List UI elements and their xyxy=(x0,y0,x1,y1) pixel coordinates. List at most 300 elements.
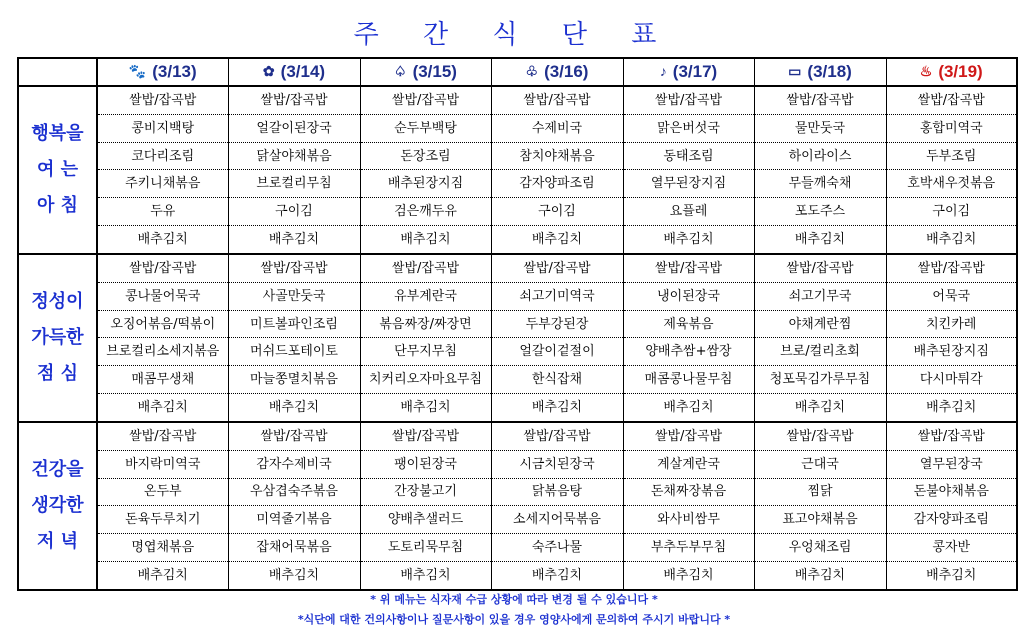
dish-name: 야채계란찜 xyxy=(788,316,852,332)
menu-row xyxy=(18,198,1017,226)
dish-name: 주키니채볶음 xyxy=(125,176,201,192)
dish-name: 도토리묵무침 xyxy=(387,540,464,556)
dish-name: 쌀밥/잡곡밥 xyxy=(260,260,328,276)
dish-cell xyxy=(491,310,623,338)
dish-cell xyxy=(754,338,886,366)
notice-contact: *식단에 대한 건의사항이나 질문사항이 있을 경우 영양사에게 문의하여 주시기 바랍니다 * xyxy=(297,613,731,626)
meal-label xyxy=(18,254,97,422)
dish-name: 명엽채볶음 xyxy=(131,540,195,556)
menu-row xyxy=(18,394,1017,422)
menu-row xyxy=(18,310,1017,338)
dish-name: 미역줄기볶음 xyxy=(256,512,332,528)
dish-name: 배추김치 xyxy=(400,567,451,583)
dish-name: 우삼겹숙주볶음 xyxy=(250,484,338,500)
dish-name: 매콤무생채 xyxy=(131,372,195,388)
menu-row xyxy=(18,254,1017,282)
dish-name: 배추김치 xyxy=(400,399,451,415)
meal-label-line: 정성이 xyxy=(31,290,84,312)
menu-row xyxy=(18,226,1017,254)
dish-cell xyxy=(886,338,1017,366)
dish-cell xyxy=(360,282,491,310)
menu-row xyxy=(18,534,1017,562)
dish-name: 배추김치 xyxy=(794,567,846,583)
dish-cell xyxy=(886,366,1017,394)
dish-cell xyxy=(228,282,360,310)
dish-cell xyxy=(754,198,886,226)
note-icon: ♪ xyxy=(659,63,667,79)
dish-name: 머쉬드포테이토 xyxy=(250,344,338,360)
dish-cell xyxy=(754,254,886,282)
dish-name: 쌀밥/잡곡밥 xyxy=(129,92,197,108)
day-header xyxy=(491,58,623,86)
dish-cell xyxy=(97,226,228,254)
dish-name: 브로컬리소세지볶음 xyxy=(106,344,220,360)
dish-name: 얼갈이된장국 xyxy=(256,120,332,136)
meal-label-line: 여 는 xyxy=(36,158,79,180)
dish-cell xyxy=(97,170,228,198)
dish-cell xyxy=(360,450,491,478)
dish-cell xyxy=(228,170,360,198)
dish-name: 냉이된장국 xyxy=(657,288,720,304)
dish-cell xyxy=(360,226,491,254)
menu-row xyxy=(18,142,1017,170)
dish-cell xyxy=(228,86,360,114)
day-label: (3/18) xyxy=(807,62,852,81)
dish-cell xyxy=(228,198,360,226)
dish-cell xyxy=(360,394,491,422)
dish-name: 쌀밥/잡곡밥 xyxy=(917,92,985,108)
day-label: (3/19) xyxy=(938,62,983,81)
dish-cell xyxy=(886,450,1017,478)
day-label: (3/16) xyxy=(544,62,589,81)
dish-cell xyxy=(491,114,623,142)
dish-name: 돈육두루치기 xyxy=(125,512,201,528)
dish-name: 쌀밥/잡곡밥 xyxy=(917,260,985,276)
dish-name: 콩자반 xyxy=(932,540,971,556)
dish-cell xyxy=(623,310,754,338)
dish-cell xyxy=(754,478,886,506)
dish-name: 배추김치 xyxy=(400,232,451,247)
dish-cell xyxy=(360,478,491,506)
dish-cell xyxy=(228,561,360,590)
dish-name: 매콤콩나물무침 xyxy=(644,372,733,388)
card-icon: ▭ xyxy=(788,63,802,79)
day-label: (3/14) xyxy=(280,62,326,81)
dish-cell xyxy=(97,114,228,142)
dish-cell xyxy=(623,282,754,310)
dish-cell xyxy=(623,142,754,170)
dish-name: 찜닭 xyxy=(807,484,833,500)
dish-name: 와사비쌈무 xyxy=(657,512,720,528)
dish-name: 다시마튀각 xyxy=(919,372,983,388)
dish-name: 배추김치 xyxy=(926,232,977,247)
meal-label-line: 생각한 xyxy=(31,494,84,516)
dish-name: 배추김치 xyxy=(663,232,714,247)
dish-cell xyxy=(886,422,1017,450)
dish-cell xyxy=(228,422,360,450)
dish-cell xyxy=(97,142,228,170)
dish-name: 감자수제비국 xyxy=(256,456,332,472)
dish-cell xyxy=(886,226,1017,254)
dish-name: 쌀밥/잡곡밥 xyxy=(523,92,591,108)
dish-name: 쌀밥/잡곡밥 xyxy=(786,260,854,276)
dish-cell xyxy=(491,422,623,450)
dish-name: 쌀밥/잡곡밥 xyxy=(260,428,328,444)
dish-name: 시금치된장국 xyxy=(519,456,595,472)
dish-cell xyxy=(360,254,491,282)
dish-cell xyxy=(97,534,228,562)
dish-name: 구이김 xyxy=(932,204,971,220)
dish-cell xyxy=(97,254,228,282)
dish-name: 팽이된장국 xyxy=(394,456,457,472)
dish-cell xyxy=(623,561,754,590)
dish-cell xyxy=(754,450,886,478)
dish-name: 쌀밥/잡곡밥 xyxy=(654,260,723,276)
dish-name: 배추김치 xyxy=(663,399,714,415)
dish-cell xyxy=(623,478,754,506)
meal-label-line: 건강을 xyxy=(31,458,84,480)
meal-label-line: 가득한 xyxy=(31,326,84,348)
dish-name: 쌀밥/잡곡밥 xyxy=(523,260,591,276)
dish-cell xyxy=(623,394,754,422)
dish-cell xyxy=(623,422,754,450)
dish-cell xyxy=(97,366,228,394)
dish-cell xyxy=(228,142,360,170)
dish-cell xyxy=(623,86,754,114)
dish-cell xyxy=(491,450,623,478)
menu-row xyxy=(18,506,1017,534)
dish-name: 수제비국 xyxy=(531,120,583,136)
notice-change: * 위 메뉴는 식자재 수급 상황에 따라 변경 될 수 있습니다 * xyxy=(370,593,658,606)
dish-name: 쇠고기미역국 xyxy=(519,288,595,304)
dish-name: 배추된장지짐 xyxy=(387,176,464,192)
day-header xyxy=(228,58,360,86)
dish-name: 열무된장지짐 xyxy=(650,176,727,192)
menu-row xyxy=(18,366,1017,394)
dish-name: 오징어볶음/떡볶이 xyxy=(110,316,216,332)
dish-cell xyxy=(886,198,1017,226)
dish-name: 쌀밥/잡곡밥 xyxy=(129,428,197,444)
dish-cell xyxy=(623,338,754,366)
dish-name: 쌀밥/잡곡밥 xyxy=(523,428,591,444)
dish-name: 요플레 xyxy=(669,204,708,220)
dish-name: 배추김치 xyxy=(926,399,977,415)
dish-name: 하이라이스 xyxy=(788,148,852,164)
dish-cell xyxy=(97,506,228,534)
day-header xyxy=(360,58,491,86)
dish-cell xyxy=(491,86,623,114)
dish-name: 닭볶음탕 xyxy=(531,484,583,500)
dish-name: 마늘쫑멸치볶음 xyxy=(250,372,338,388)
paw-icon: 🐾 xyxy=(128,63,147,79)
dish-name: 배추된장지짐 xyxy=(913,344,989,360)
menu-row xyxy=(18,282,1017,310)
dish-cell xyxy=(228,310,360,338)
dish-cell xyxy=(754,142,886,170)
dish-name: 배추김치 xyxy=(531,232,583,247)
dish-cell xyxy=(886,282,1017,310)
spade-icon: ♤ xyxy=(394,63,407,79)
dish-cell xyxy=(228,394,360,422)
dish-name: 배추김치 xyxy=(926,567,977,583)
dish-cell xyxy=(360,338,491,366)
dish-cell xyxy=(623,114,754,142)
dish-name: 배추김치 xyxy=(268,567,320,583)
dish-name: 감자양파조림 xyxy=(519,176,595,192)
dish-cell xyxy=(491,561,623,590)
day-header-row xyxy=(18,58,1017,86)
dish-cell xyxy=(886,506,1017,534)
dish-name: 홍합미역국 xyxy=(919,120,983,136)
dish-cell xyxy=(754,366,886,394)
menu-body xyxy=(18,86,1017,590)
day-header xyxy=(97,58,228,86)
dish-cell xyxy=(360,170,491,198)
dish-name: 양배추쌈+쌈장 xyxy=(645,344,732,360)
dish-name: 양배추샐러드 xyxy=(387,512,464,528)
dish-cell xyxy=(623,170,754,198)
dish-cell xyxy=(754,561,886,590)
dish-name: 닭살야채볶음 xyxy=(256,148,332,164)
dish-name: 쇠고기무국 xyxy=(788,288,852,304)
dish-name: 배추김치 xyxy=(794,399,846,415)
dish-cell xyxy=(623,534,754,562)
dish-cell xyxy=(360,422,491,450)
dish-cell xyxy=(754,282,886,310)
dish-cell xyxy=(491,170,623,198)
dish-name: 배추김치 xyxy=(137,232,188,247)
dish-name: 배추김치 xyxy=(531,399,583,415)
dish-cell xyxy=(623,254,754,282)
dish-cell xyxy=(97,198,228,226)
dish-name: 제육볶음 xyxy=(663,316,714,332)
meal-label-line: 행복을 xyxy=(31,122,84,144)
dish-cell xyxy=(360,534,491,562)
dish-name: 배추김치 xyxy=(137,399,188,415)
dish-cell xyxy=(886,142,1017,170)
day-label: (3/13) xyxy=(152,62,197,81)
dish-cell xyxy=(228,366,360,394)
dish-cell xyxy=(491,506,623,534)
dish-name: 포도주스 xyxy=(794,204,846,220)
day-label: (3/17) xyxy=(672,62,718,81)
dish-name: 열무된장국 xyxy=(919,456,983,472)
dish-name: 돈불야채볶음 xyxy=(913,484,989,500)
dish-name: 쌀밥/잡곡밥 xyxy=(786,92,854,108)
menu-row xyxy=(18,561,1017,590)
dish-name: 브로/컬리초회 xyxy=(780,344,860,360)
dish-name: 유부계란국 xyxy=(394,288,457,304)
corner-cell xyxy=(18,58,97,86)
dish-cell xyxy=(491,198,623,226)
menu-row xyxy=(18,450,1017,478)
dish-cell xyxy=(228,450,360,478)
dish-name: 쌀밥/잡곡밥 xyxy=(391,428,460,444)
dish-cell xyxy=(97,282,228,310)
dish-cell xyxy=(491,394,623,422)
dish-name: 온두부 xyxy=(143,484,182,500)
flower-icon: ✿ xyxy=(262,63,275,79)
dish-cell xyxy=(623,366,754,394)
dish-cell xyxy=(491,366,623,394)
badge-icon: ♨ xyxy=(919,63,933,79)
dish-cell xyxy=(360,198,491,226)
dish-cell xyxy=(97,561,228,590)
dish-cell xyxy=(491,338,623,366)
dish-name: 우엉채조림 xyxy=(788,540,852,556)
dish-name: 검은깨두유 xyxy=(394,204,457,220)
dish-name: 치킨카레 xyxy=(926,316,977,332)
dish-name: 한식잡채 xyxy=(531,372,583,388)
dish-name: 배추김치 xyxy=(531,567,583,583)
dish-cell xyxy=(360,114,491,142)
dish-name: 표고야채볶음 xyxy=(782,512,858,528)
dish-cell xyxy=(491,254,623,282)
dish-name: 바지락미역국 xyxy=(125,456,201,472)
dish-name: 볶음짜장/짜장면 xyxy=(379,316,472,332)
dish-cell xyxy=(754,170,886,198)
dish-name: 어묵국 xyxy=(932,288,971,304)
dish-cell xyxy=(754,422,886,450)
dish-cell xyxy=(360,561,491,590)
dish-name: 쌀밥/잡곡밥 xyxy=(654,428,723,444)
dish-cell xyxy=(228,254,360,282)
dish-cell xyxy=(228,478,360,506)
day-header xyxy=(754,58,886,86)
page-title: 주 간 식 단 표 xyxy=(353,20,675,50)
dish-cell xyxy=(491,142,623,170)
dish-cell xyxy=(754,114,886,142)
dish-cell xyxy=(491,282,623,310)
dish-name: 돈장조림 xyxy=(400,148,451,164)
dish-name: 호박새우젓볶음 xyxy=(907,176,996,192)
dish-name: 배추김치 xyxy=(663,567,714,583)
dish-name: 잡채어묵볶음 xyxy=(256,540,332,556)
dish-cell xyxy=(491,226,623,254)
dish-name: 돈채짜장볶음 xyxy=(650,484,727,500)
menu-row xyxy=(18,338,1017,366)
meal-label-line: 저 녁 xyxy=(36,530,79,552)
dish-cell xyxy=(97,338,228,366)
dish-name: 무들깨숙채 xyxy=(788,176,852,192)
dish-cell xyxy=(754,86,886,114)
dish-cell xyxy=(228,226,360,254)
dish-cell xyxy=(623,506,754,534)
dish-cell xyxy=(97,310,228,338)
dish-name: 콩비지백탕 xyxy=(131,120,195,136)
dish-cell xyxy=(886,114,1017,142)
meal-label xyxy=(18,422,97,590)
dish-cell xyxy=(754,534,886,562)
dish-name: 근대국 xyxy=(801,456,839,472)
dish-cell xyxy=(886,534,1017,562)
bag-icon: ♧ xyxy=(525,63,539,79)
dish-name: 배추김치 xyxy=(794,232,846,247)
dish-name: 쌀밥/잡곡밥 xyxy=(260,92,328,108)
dish-name: 참치야채볶음 xyxy=(519,148,595,164)
meal-label-line: 점 심 xyxy=(36,362,79,384)
dish-cell xyxy=(97,422,228,450)
dish-name: 얼갈이겉절이 xyxy=(519,344,595,360)
meal-label-line: 아 침 xyxy=(36,194,79,216)
dish-name: 배추김치 xyxy=(137,567,188,583)
meal-label xyxy=(18,86,97,254)
day-header xyxy=(886,58,1017,86)
dish-cell xyxy=(623,198,754,226)
dish-cell xyxy=(97,394,228,422)
dish-name: 단무지무침 xyxy=(394,344,457,360)
dish-cell xyxy=(754,394,886,422)
dish-cell xyxy=(491,534,623,562)
dish-name: 두부강된장 xyxy=(525,316,589,332)
dish-cell xyxy=(754,506,886,534)
dish-cell xyxy=(754,310,886,338)
dish-cell xyxy=(360,366,491,394)
dish-name: 순두부백탕 xyxy=(394,120,457,136)
dish-cell xyxy=(886,170,1017,198)
dish-name: 쌀밥/잡곡밥 xyxy=(129,260,197,276)
dish-name: 맑은버섯국 xyxy=(657,120,720,136)
dish-name: 코다리조림 xyxy=(131,148,195,164)
dish-name: 두유 xyxy=(150,204,176,220)
dish-name: 미트볼파인조림 xyxy=(250,316,338,332)
dish-name: 배추김치 xyxy=(268,399,320,415)
dish-name: 숙주나물 xyxy=(531,540,583,556)
dish-name: 사골만둣국 xyxy=(262,288,326,304)
dish-name: 브로컬리무침 xyxy=(256,176,332,192)
dish-name: 콩나물어묵국 xyxy=(125,288,201,304)
dish-name: 부추두부무침 xyxy=(650,540,727,556)
menu-row xyxy=(18,478,1017,506)
dish-cell xyxy=(754,226,886,254)
dish-cell xyxy=(228,114,360,142)
day-label: (3/15) xyxy=(412,62,457,81)
day-header xyxy=(623,58,754,86)
dish-cell xyxy=(491,478,623,506)
dish-cell xyxy=(97,478,228,506)
dish-name: 구이김 xyxy=(538,204,576,220)
dish-cell xyxy=(97,450,228,478)
dish-name: 계살계란국 xyxy=(657,456,720,472)
dish-cell xyxy=(228,534,360,562)
dish-name: 배추김치 xyxy=(268,232,320,247)
menu-row xyxy=(18,170,1017,198)
dish-name: 두부조림 xyxy=(926,148,977,164)
dish-cell xyxy=(886,478,1017,506)
dish-cell xyxy=(360,86,491,114)
dish-name: 쌀밥/잡곡밥 xyxy=(786,428,854,444)
dish-cell xyxy=(623,450,754,478)
dish-name: 쌀밥/잡곡밥 xyxy=(391,260,460,276)
dish-cell xyxy=(623,226,754,254)
weekly-menu-table xyxy=(17,57,1018,591)
dish-cell xyxy=(228,338,360,366)
dish-name: 쌀밥/잡곡밥 xyxy=(654,92,723,108)
dish-cell xyxy=(886,254,1017,282)
dish-cell xyxy=(886,86,1017,114)
dish-name: 간장불고기 xyxy=(394,484,457,500)
dish-cell xyxy=(228,506,360,534)
dish-cell xyxy=(360,142,491,170)
dish-cell xyxy=(97,86,228,114)
dish-name: 치커리오자마요무침 xyxy=(368,372,483,388)
menu-row xyxy=(18,86,1017,114)
dish-name: 쌀밥/잡곡밥 xyxy=(391,92,460,108)
menu-row xyxy=(18,114,1017,142)
dish-name: 청포묵김가루무침 xyxy=(769,372,871,388)
dish-name: 물만둣국 xyxy=(794,120,846,136)
dish-cell xyxy=(886,310,1017,338)
